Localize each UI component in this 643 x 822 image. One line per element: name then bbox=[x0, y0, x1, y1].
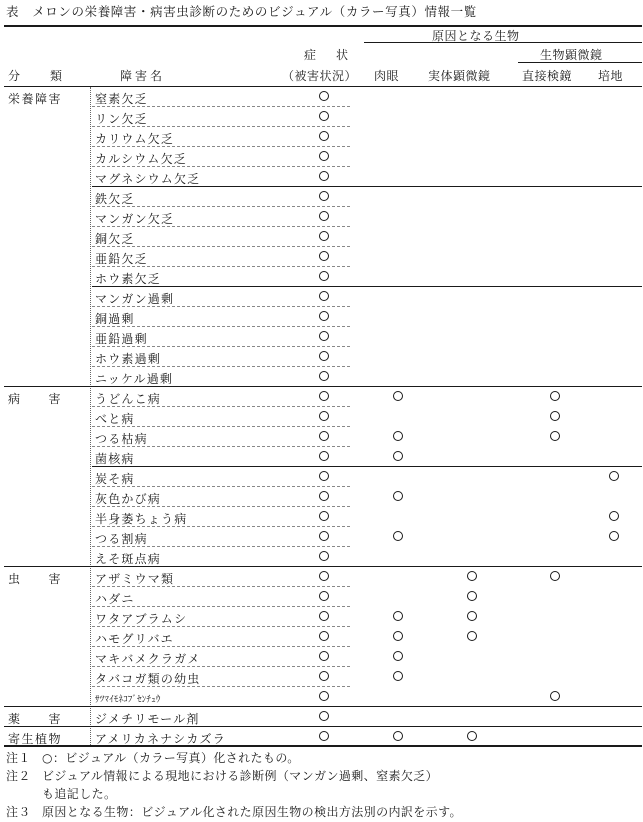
table-row bbox=[0, 387, 643, 407]
category-label: 虫 害 bbox=[8, 572, 63, 586]
symptom-header-line1: 症 状 bbox=[304, 48, 353, 62]
table-row bbox=[0, 547, 643, 567]
table-title: 表 メロンの栄養障害・病害虫診断のためのビジュアル（カラー写真）情報一覧 bbox=[6, 4, 477, 19]
direct-mark bbox=[550, 431, 560, 441]
category-label: 寄生植物 bbox=[8, 732, 63, 746]
symptom-mark bbox=[319, 411, 329, 421]
naked-eye-mark bbox=[393, 391, 403, 401]
note-2-continued bbox=[6, 785, 642, 803]
table-row bbox=[0, 627, 643, 647]
symptom-mark bbox=[319, 191, 329, 201]
naked-eye-mark bbox=[393, 611, 403, 621]
disorder-name: 窒素欠乏 bbox=[95, 92, 148, 106]
symptom-mark bbox=[319, 551, 329, 561]
table-row bbox=[0, 667, 643, 687]
symptom-mark bbox=[319, 731, 329, 741]
table-row bbox=[0, 567, 643, 587]
table-row bbox=[0, 367, 643, 387]
category-label: 栄養障害 bbox=[8, 92, 63, 106]
disorder-name: 半身萎ちょう病 bbox=[95, 512, 188, 526]
disorder-name: マキバメクラガメ bbox=[95, 652, 201, 666]
symptom-header-line2: （被害状況） bbox=[282, 69, 358, 83]
table-row bbox=[0, 487, 643, 507]
table-row bbox=[0, 447, 643, 467]
symptom-mark bbox=[319, 291, 329, 301]
symptom-mark bbox=[319, 311, 329, 321]
symptom-mark bbox=[319, 391, 329, 401]
symptom-mark bbox=[319, 691, 329, 701]
table-row bbox=[0, 307, 643, 327]
diagnosis-table bbox=[0, 87, 643, 747]
category-label: 薬 害 bbox=[8, 712, 63, 726]
disorder-name: ワタアブラムシ bbox=[95, 612, 188, 626]
table-row bbox=[0, 647, 643, 667]
table-row bbox=[0, 587, 643, 607]
disorder-name: アザミウマ類 bbox=[95, 572, 175, 586]
stereo-mark bbox=[467, 571, 477, 581]
stereo-microscope-header: 実体顕微鏡 bbox=[428, 69, 491, 83]
naked-eye-mark bbox=[393, 491, 403, 501]
direct-mark bbox=[550, 391, 560, 401]
table-row bbox=[0, 507, 643, 527]
row-separator bbox=[4, 745, 642, 747]
naked-eye-mark bbox=[393, 651, 403, 661]
disorder-name: マグネシウム欠乏 bbox=[95, 172, 201, 186]
disorder-name: ハダニ bbox=[95, 592, 135, 606]
disorder-name: カルシウム欠乏 bbox=[95, 152, 187, 166]
culture-mark bbox=[609, 531, 619, 541]
disorder-name: 炭そ病 bbox=[95, 472, 135, 486]
note-3 bbox=[6, 803, 642, 821]
disorder-name: 亜鉛欠乏 bbox=[95, 252, 148, 266]
table-row bbox=[0, 327, 643, 347]
stereo-mark bbox=[467, 591, 477, 601]
culture-header: 培地 bbox=[598, 69, 624, 83]
table-row bbox=[0, 527, 643, 547]
cause-group-header: 原因となる生物 bbox=[432, 29, 520, 43]
symptom-mark bbox=[319, 611, 329, 621]
note-text: 原因となる生物：ビジュアル化された原因生物の検出方法別の内訳を示す。 bbox=[42, 805, 462, 819]
symptom-mark bbox=[319, 351, 329, 361]
disorder-name: リン欠乏 bbox=[95, 112, 148, 126]
naked-eye-mark bbox=[393, 451, 403, 461]
disorder-name: 銅過剰 bbox=[95, 312, 135, 326]
microscope-group-header: 生物顕微鏡 bbox=[540, 48, 603, 62]
symptom-mark bbox=[319, 591, 329, 601]
category-header: 分 類 bbox=[8, 69, 65, 83]
disorder-name: ハモグリバエ bbox=[95, 632, 174, 646]
direct-mark bbox=[550, 411, 560, 421]
table-row bbox=[0, 407, 643, 427]
disorder-name: カリウム欠乏 bbox=[95, 132, 175, 146]
table-row bbox=[0, 227, 643, 247]
table-row bbox=[0, 727, 643, 747]
symptom-mark bbox=[319, 671, 329, 681]
disorder-name: つる割病 bbox=[95, 532, 148, 546]
symptom-mark bbox=[319, 231, 329, 241]
symptom-mark bbox=[319, 651, 329, 661]
naked-eye-mark bbox=[393, 671, 403, 681]
disorder-name: マンガン過剰 bbox=[95, 292, 175, 306]
naked-eye-mark bbox=[393, 631, 403, 641]
symptom-mark bbox=[319, 271, 329, 281]
culture-mark bbox=[609, 471, 619, 481]
category-label: 病 害 bbox=[8, 392, 63, 406]
table-row bbox=[0, 347, 643, 367]
note-2 bbox=[6, 767, 642, 785]
symptom-mark bbox=[319, 491, 329, 501]
note-text: ビジュアル情報による現地における診断例（マンガン過剰、窒素欠乏） bbox=[42, 769, 439, 783]
direct-mark bbox=[550, 691, 560, 701]
table-row bbox=[0, 127, 643, 147]
note-label: 注１ bbox=[6, 751, 31, 765]
disorder-name: 灰色かび病 bbox=[95, 492, 162, 506]
table-row bbox=[0, 427, 643, 447]
disorder-name: つる枯病 bbox=[95, 432, 148, 446]
table-row bbox=[0, 87, 643, 107]
stereo-mark bbox=[467, 611, 477, 621]
naked-eye-mark bbox=[393, 431, 403, 441]
direct-mark bbox=[550, 571, 560, 581]
disorder-name: うどんこ病 bbox=[95, 392, 162, 406]
disorder-name: えそ斑点病 bbox=[95, 552, 162, 566]
table-row bbox=[0, 107, 643, 127]
disorder-name: 亜鉛過剰 bbox=[95, 332, 148, 346]
stereo-mark bbox=[467, 631, 477, 641]
symptom-mark bbox=[319, 371, 329, 381]
symptom-mark bbox=[319, 151, 329, 161]
disorder-name: アメリカネナシカズラ bbox=[95, 732, 226, 746]
note-label: 注３ bbox=[6, 805, 31, 819]
note-text: も追記した。 bbox=[42, 787, 117, 801]
disorder-name: マンガン欠乏 bbox=[95, 212, 175, 226]
note-text: ○：ビジュアル（カラー写真）化されたもの。 bbox=[42, 751, 300, 765]
table-row bbox=[0, 467, 643, 487]
symptom-mark bbox=[319, 711, 329, 721]
table-row bbox=[0, 707, 643, 727]
notes-section bbox=[6, 749, 642, 821]
symptom-mark bbox=[319, 631, 329, 641]
symptom-mark bbox=[319, 171, 329, 181]
symptom-mark bbox=[319, 451, 329, 461]
symptom-mark bbox=[319, 331, 329, 341]
disorder-name: 鉄欠乏 bbox=[95, 192, 135, 206]
symptom-mark bbox=[319, 91, 329, 101]
table-row bbox=[0, 287, 643, 307]
table-row bbox=[0, 147, 643, 167]
symptom-mark bbox=[319, 111, 329, 121]
symptom-mark bbox=[319, 131, 329, 141]
disorder-name: タバコガ類の幼虫 bbox=[95, 672, 201, 686]
naked-eye-header: 肉眼 bbox=[374, 69, 400, 83]
top-rule bbox=[4, 25, 642, 27]
disorder-name: ｻﾂﾏｲﾓﾈｺﾌﾞｾﾝﾁｭｳ bbox=[95, 695, 161, 705]
disorder-name: 菌核病 bbox=[95, 452, 135, 466]
disorder-name: ホウ素欠乏 bbox=[95, 272, 162, 286]
symptom-mark bbox=[319, 471, 329, 481]
symptom-mark bbox=[319, 431, 329, 441]
culture-mark bbox=[609, 511, 619, 521]
disorder-name: 銅欠乏 bbox=[95, 232, 135, 246]
name-header: 障害名 bbox=[120, 69, 166, 83]
stereo-mark bbox=[467, 731, 477, 741]
symptom-mark bbox=[319, 531, 329, 541]
table-row bbox=[0, 167, 643, 187]
table-row bbox=[0, 207, 643, 227]
naked-eye-mark bbox=[393, 531, 403, 541]
symptom-mark bbox=[319, 511, 329, 521]
symptom-mark bbox=[319, 251, 329, 261]
table-row bbox=[0, 267, 643, 287]
disorder-name: ジメチリモール剤 bbox=[95, 712, 200, 726]
note-label: 注２ bbox=[6, 769, 31, 783]
table-row bbox=[0, 247, 643, 267]
disorder-name: ホウ素過剰 bbox=[95, 352, 162, 366]
note-1 bbox=[6, 749, 642, 767]
disorder-name: ニッケル過剰 bbox=[95, 372, 174, 386]
direct-microscopy-header: 直接検鏡 bbox=[522, 69, 573, 83]
table-row bbox=[0, 187, 643, 207]
naked-eye-mark bbox=[393, 731, 403, 741]
disorder-name: べと病 bbox=[95, 412, 135, 426]
table-row bbox=[0, 687, 643, 707]
table-row bbox=[0, 607, 643, 627]
symptom-mark bbox=[319, 571, 329, 581]
symptom-mark bbox=[319, 211, 329, 221]
